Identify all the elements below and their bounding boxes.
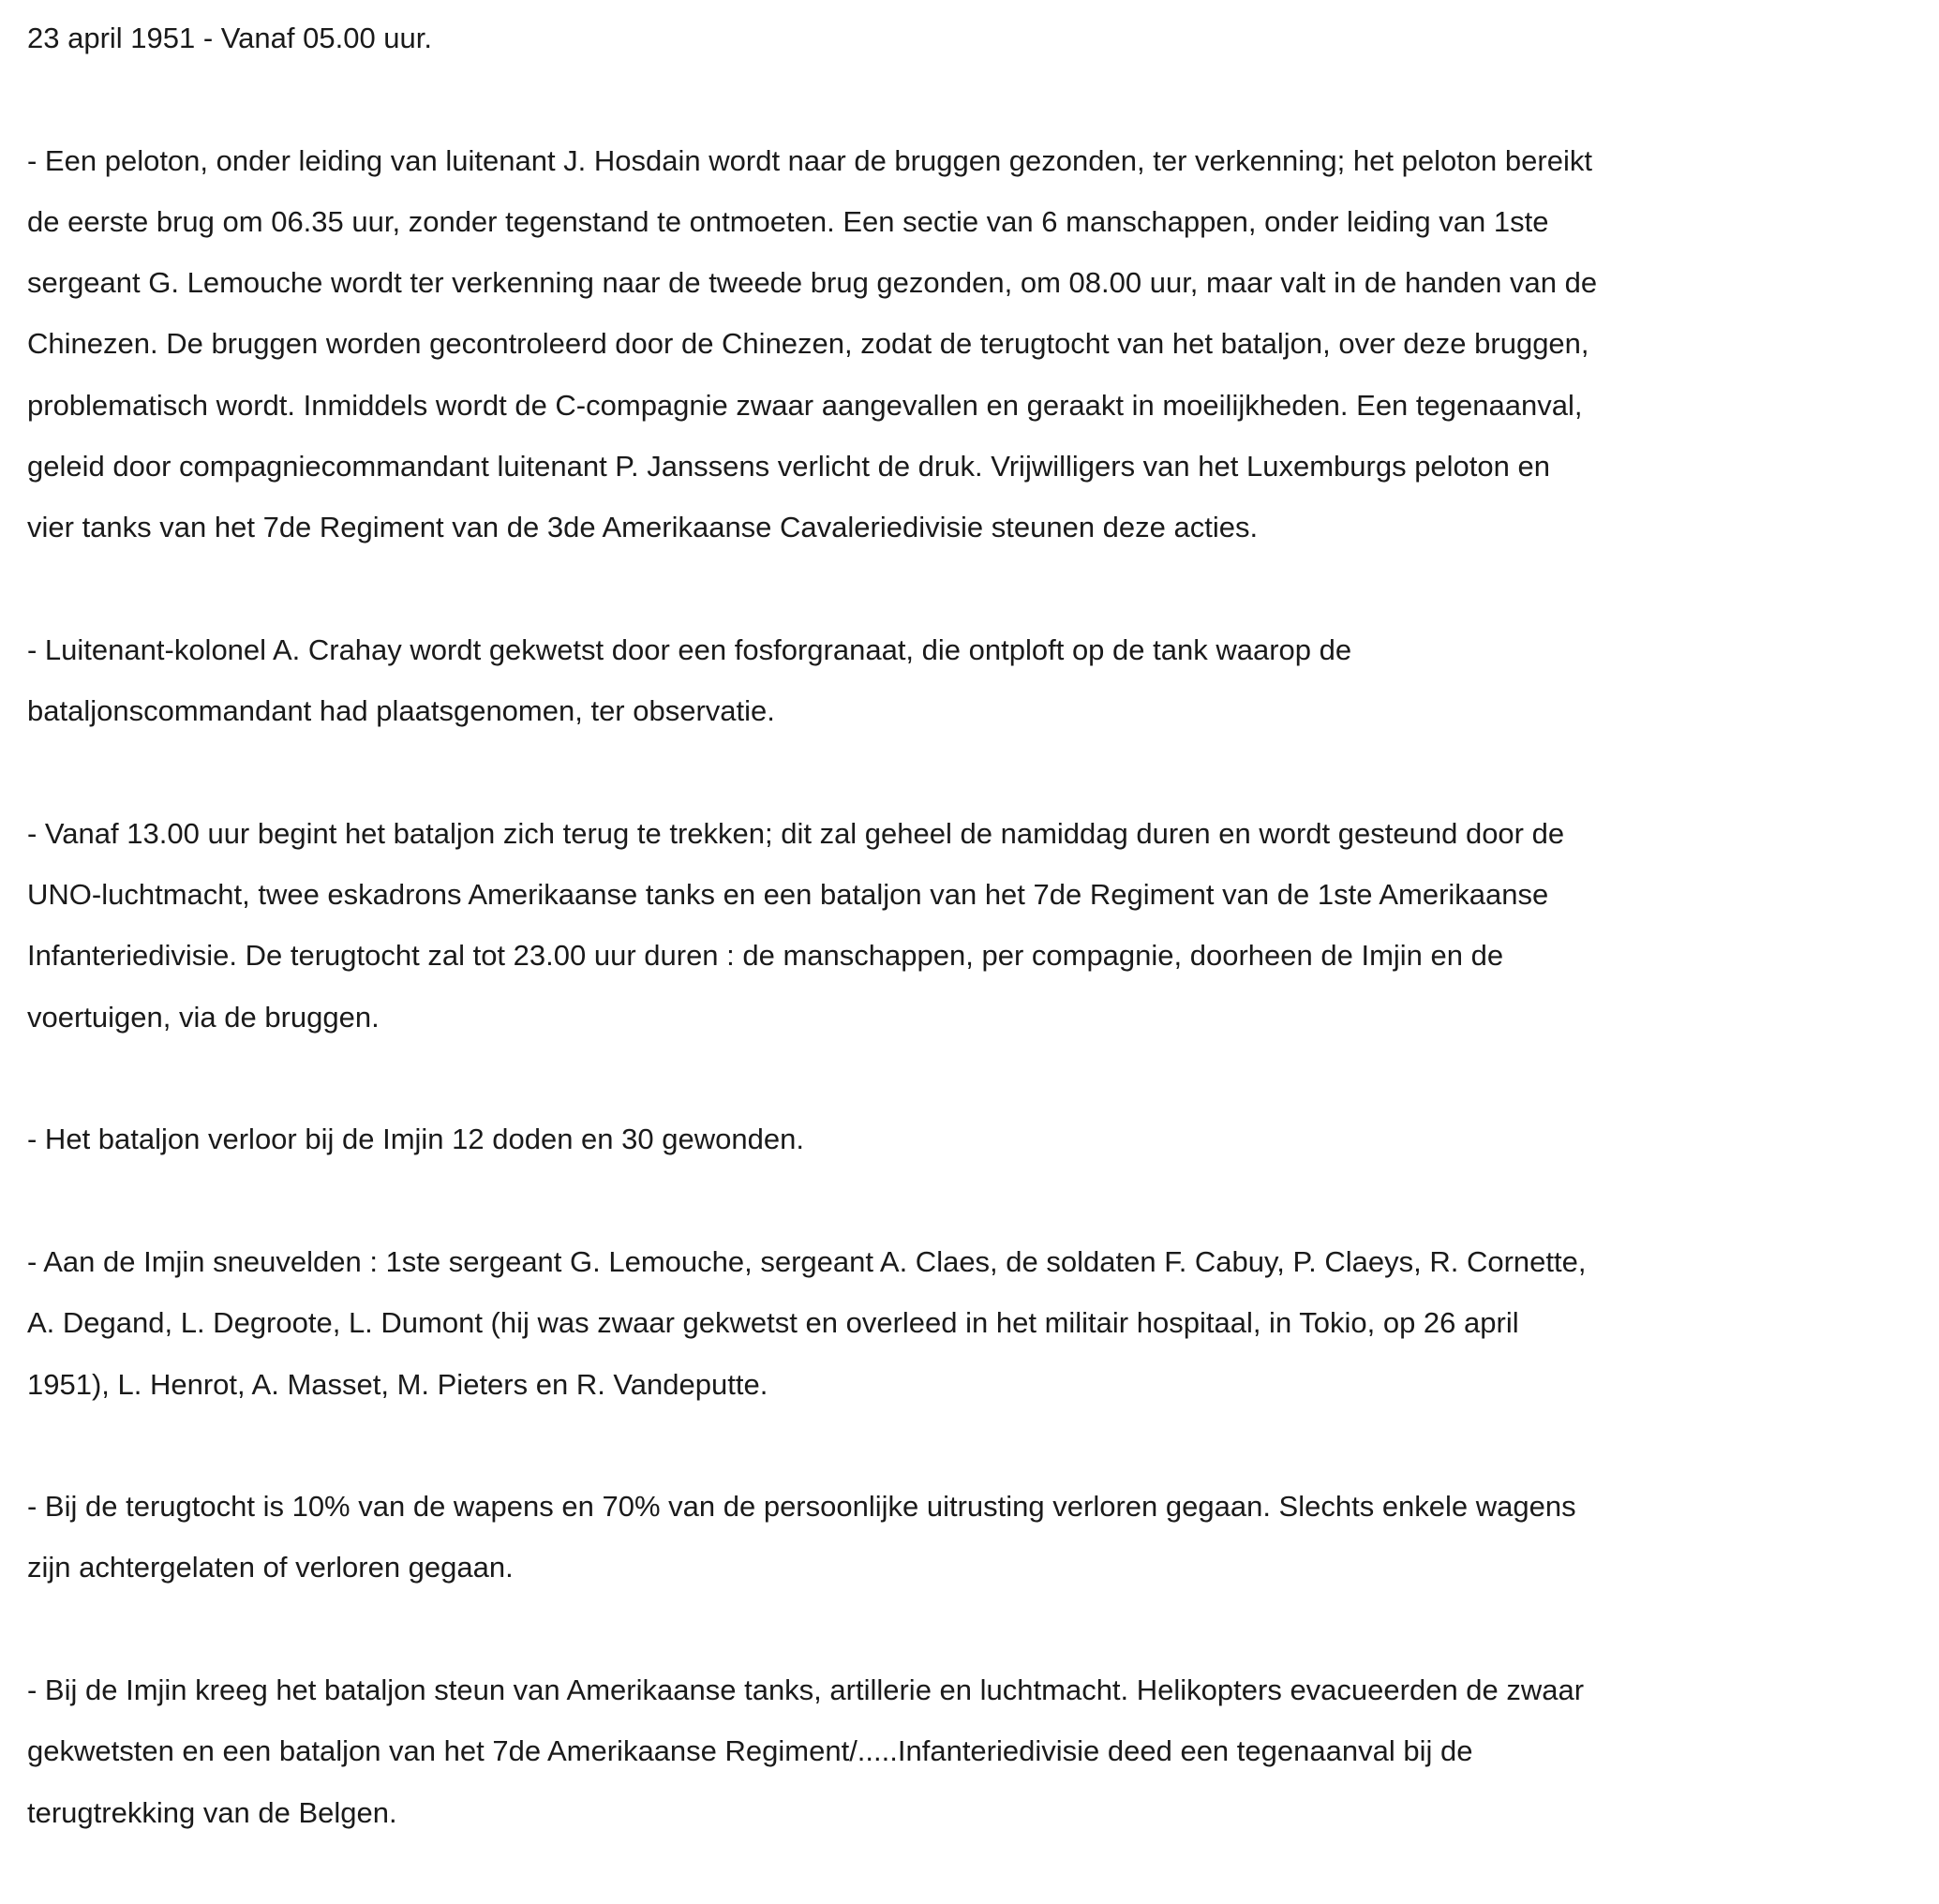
paragraph-line: - Een peloton, onder leiding van luitenant J. Hosdain wordt naar de bruggen gezonden, ter verkenning; het peloton bereikt [27, 143, 1592, 177]
paragraph-line: voertuigen, via de bruggen. [27, 1000, 380, 1034]
paragraph-line: UNO-luchtmacht, twee eskadrons Amerikaanse tanks en een bataljon van het 7de Regiment van de 1ste Amerikaanse [27, 878, 1549, 912]
paragraph-line: - Bij de terugtocht is 10% van de wapens en 70% van de persoonlijke uitrusting verloren gegaan. Slechts enkele wagens [27, 1490, 1576, 1524]
paragraph-line: de eerste brug om 06.35 uur, zonder tegenstand te ontmoeten. Een sectie van 6 manschappen, onder leiding van 1ste [27, 204, 1549, 238]
paragraph [27, 619, 1930, 742]
paragraph-line: geleid door compagniecommandant luitenant P. Janssens verlicht de druk. Vrijwilligers van het Luxemburgs peloton en [27, 450, 1550, 483]
paragraph-line: A. Degand, L. Degroote, L. Dumont (hij was zwaar gekwetst en overleed in het militair hospitaal, in Tokio, op 26 april [27, 1306, 1519, 1340]
paragraph-line: - Luitenant-kolonel A. Crahay wordt gekwetst door een fosforgranaat, die ontploft op de tank waarop de [27, 632, 1352, 666]
paragraph [27, 1476, 1930, 1599]
document-page [27, 7, 1930, 1904]
document-heading [27, 7, 1930, 68]
paragraph-line: terugtrekking van de Belgen. [27, 1795, 397, 1829]
paragraph-line: Chinezen. De bruggen worden gecontroleerd door de Chinezen, zodat de terugtocht van het bataljon, over deze bruggen, [27, 327, 1589, 361]
paragraph-line: - Vanaf 13.00 uur begint het bataljon zich terug te trekken; dit zal geheel de namiddag duren en wordt gesteund door de [27, 816, 1565, 850]
paragraph-line: problematisch wordt. Inmiddels wordt de C-compagnie zwaar aangevallen en geraakt in moeilijkheden. Een tegenaanval, [27, 388, 1583, 422]
paragraph-line: - Bij de Imjin kreeg het bataljon steun van Amerikaanse tanks, artillerie en luchtmacht. Helikopters evacueerden de zwaar [27, 1673, 1585, 1707]
paragraph-line: vier tanks van het 7de Regiment van de 3de Amerikaanse Cavaleriedivisie steunen deze acties. [27, 511, 1259, 544]
heading-line: 23 april 1951 - Vanaf 05.00 uur. [27, 22, 433, 54]
paragraph [27, 130, 1930, 558]
paragraph [27, 803, 1930, 1048]
document-body [27, 130, 1930, 1843]
paragraph-line: - Het bataljon verloor bij de Imjin 12 doden en 30 gewonden. [27, 1123, 804, 1156]
paragraph-line: - Aan de Imjin sneuvelden : 1ste sergeant G. Lemouche, sergeant A. Claes, de soldaten F. Cabuy, P. Claeys, R. Cornette, [27, 1244, 1587, 1278]
paragraph-line: gekwetsten en een bataljon van het 7de Amerikaanse Regiment/.....Infanteriedivisie deed een tegenaanval bij de [27, 1734, 1473, 1768]
paragraph [27, 1231, 1930, 1415]
paragraph-line: sergeant G. Lemouche wordt ter verkenning naar de tweede brug gezonden, om 08.00 uur, maar valt in de handen van de [27, 266, 1598, 300]
paragraph-line: Infanteriedivisie. De terugtocht zal tot 23.00 uur duren : de manschappen, per compagnie, doorheen de Imjin en de [27, 939, 1504, 973]
paragraph-line: 1951), L. Henrot, A. Masset, M. Pieters en R. Vandeputte. [27, 1367, 768, 1401]
paragraph [27, 1659, 1930, 1843]
paragraph-line: zijn achtergelaten of verloren gegaan. [27, 1551, 514, 1584]
paragraph-line: bataljonscommandant had plaatsgenomen, ter observatie. [27, 694, 775, 728]
paragraph [27, 1108, 1930, 1169]
